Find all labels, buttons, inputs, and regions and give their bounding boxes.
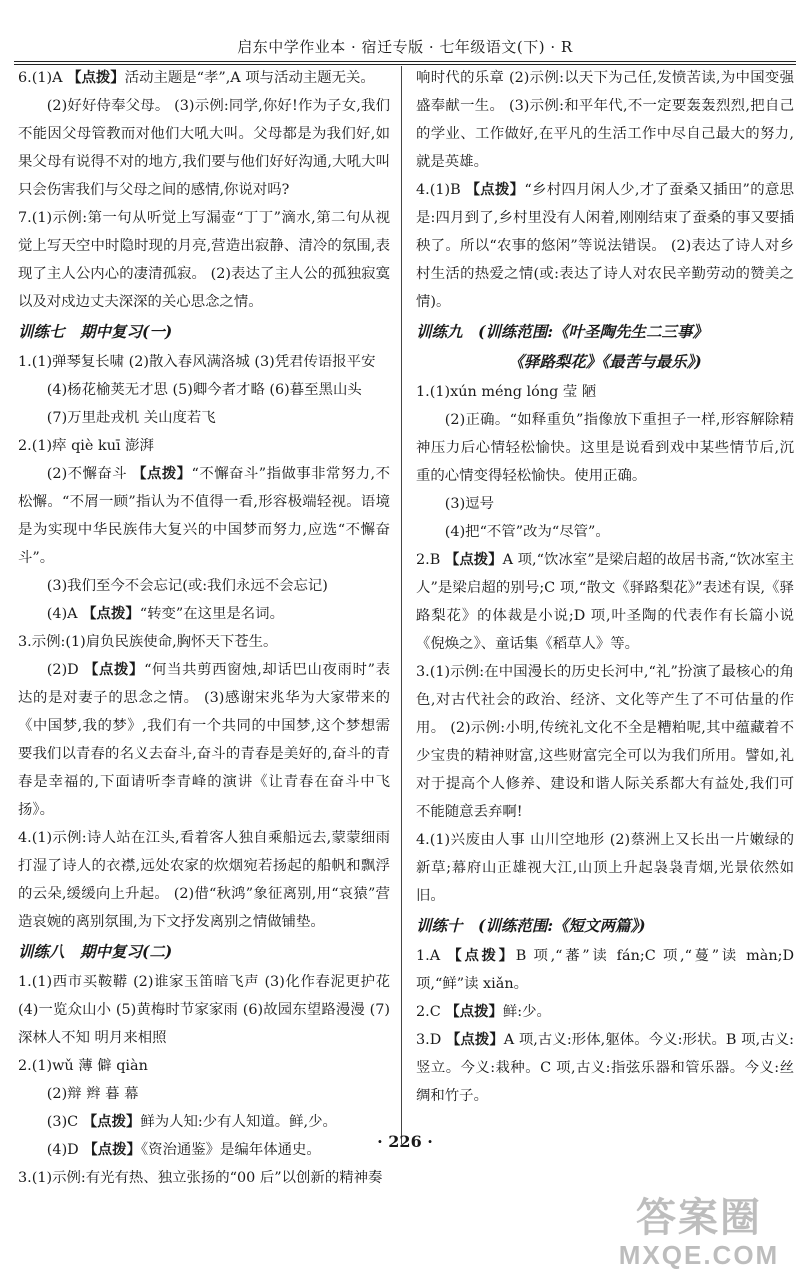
column-divider [401, 66, 402, 1144]
answer-paragraph [416, 490, 794, 518]
answer-text: 3.D [416, 1032, 442, 1048]
hint-text: “乡村四月闲人少,才了蚕桑又插田”的意思是:四月到了,乡村里没有人闲着,刚刚结束了蚕桑的事又要插秧了。所以“农事的悠闲”等说法错误。 (2)表达了诗人对乡村生活的热爱之情(或:表达了诗人对农民辛勤劳动的赞美之情)。 [416, 182, 794, 310]
answer-paragraph [18, 376, 390, 404]
answer-paragraph [416, 998, 794, 1026]
answer-paragraph [416, 546, 794, 658]
answer-text: 1.(1)弹琴复长啸 (2)散入春风满洛城 (3)凭君传语报平安 [18, 354, 376, 370]
hint-label: 【点拨】 [82, 605, 140, 622]
hint-text: “转变”在这里是名词。 [139, 606, 284, 622]
answer-paragraph [18, 600, 390, 628]
hint-label: 【点拨】 [465, 181, 525, 198]
answer-text: 2.B [416, 552, 441, 568]
answer-paragraph [18, 572, 390, 600]
section-heading: 训练九 (训练范围:《叶圣陶先生二三事》 [416, 322, 709, 341]
answer-text: (7)万里赴戎机 关山度若飞 [46, 410, 216, 426]
hint-text: “何当共剪西窗烛,却话巴山夜雨时”表达的是对妻子的思念之情。 (3)感谢宋兆华为大家带来的《中国梦,我的梦》,我们有一个共同的中国梦,这个梦想需要我们以青春的名义去奋斗,奋斗的青春是美好的,奋斗的青春是幸福的,下面请听李青峰的演讲《让青春在奋斗中飞扬》。 [18, 662, 390, 818]
header-rule [14, 61, 796, 62]
answer-text: 2.(1)瘁 qiè kuī 澎湃 [18, 438, 154, 454]
hint-label: 【点拨】 [132, 465, 192, 482]
answer-text: (2)不懈奋斗 [46, 466, 128, 482]
answer-paragraph [18, 64, 390, 92]
answer-paragraph [18, 1052, 390, 1080]
answer-text: 4.(1)兴废由人事 山川空地形 (2)蔡洲上又长出一片嫩绿的新草;幕府山正雄视大江,山顶上升起袅袅青烟,光景依然如旧。 [416, 832, 794, 904]
hint-label: 【点拨】 [67, 69, 125, 86]
page-header: 启东中学作业本 · 宿迁专版 · 七年级语文(下) · R [237, 38, 573, 56]
answer-paragraph [18, 968, 390, 1052]
section-heading: 训练十 (训练范围:《短文两篇》) [416, 916, 646, 935]
answer-text: 6.(1)A [18, 70, 63, 86]
answer-paragraph [18, 824, 390, 936]
hint-label: 【点拨】 [83, 1141, 141, 1158]
answer-text: (2)辩 辫 暮 幕 [46, 1086, 139, 1102]
hint-text: 鲜:少。 [502, 1004, 551, 1020]
hint-text: B 项,“蕃”读 fán;C 项,“蔓”读 màn;D 项,“鲜”读 xiǎn。 [416, 948, 794, 992]
hint-label: 【点拨】 [447, 947, 516, 964]
answer-text: (2)D [46, 662, 79, 678]
answer-text: 3.示例:(1)肩负民族使命,胸怀天下苍生。 [18, 634, 278, 650]
answer-paragraph [416, 518, 794, 546]
answer-text: 2.(1)wǔ 薄 僻 qiàn [18, 1058, 148, 1074]
answer-paragraph [18, 204, 390, 316]
left-column [18, 64, 390, 1192]
answer-paragraph [416, 378, 794, 406]
hint-label: 【点拨】 [445, 1003, 503, 1020]
answer-paragraph [416, 658, 794, 826]
hint-label: 【点拨】 [82, 1113, 141, 1130]
answer-text: 2.C [416, 1004, 441, 1020]
answer-paragraph [18, 628, 390, 656]
hint-text: A 项,“饮冰室”是梁启超的故居书斋,“饮冰室主人”是梁启超的别号;C 项,“散文《驿路梨花》”表述有误,《驿路梨花》的体裁是小说;D 项,叶圣陶的代表作有长篇小说《倪焕之》、童话集《稻草人》等。 [416, 552, 794, 652]
answer-paragraph [18, 348, 390, 376]
answer-paragraph [416, 176, 794, 316]
answer-text: 1.A [416, 948, 441, 964]
section-heading: 训练八 期中复习(二) [18, 942, 173, 961]
answer-text: 1.(1)西市买鞍鞯 (2)谁家玉笛暗飞声 (3)化作春泥更护花 (4)一览众山小 (5)黄梅时节家家雨 (6)故园东望路漫漫 (7)深林人不知 明月来相照 [18, 974, 390, 1046]
hint-text: 《资治通鉴》是编年体通史。 [140, 1142, 321, 1158]
answer-text: 3.(1)示例:在中国漫长的历史长河中,“礼”扮演了最核心的角色,对古代社会的政治、经济、文化等产生了不可估量的作用。 (2)示例:小明,传统礼文化不全是糟粕呢,其中蕴藏着不少宝贵的精神财富,这些财富完全可以为我们所用。譬如,礼对于提高个人修养、建设和谐人际关系都大有益处,我们可不能随意丢弃啊! [416, 664, 794, 820]
answer-text: 3.(1)示例:有光有热、独立张扬的“00 后”以创新的精神奏 [18, 1170, 383, 1186]
answer-text: 1.(1)xún méng lóng 莹 陋 [416, 384, 597, 400]
answer-paragraph [18, 404, 390, 432]
answer-text: (4)D [46, 1142, 79, 1158]
page-number: · 226 · [377, 1132, 433, 1151]
hint-text: “不懈奋斗”指做事非常努力,不松懈。“不屑一顾”指认为不值得一看,形容极端轻视。语境是为实现中华民族伟大复兴的中国梦而努力,应选“不懈奋斗”。 [18, 466, 390, 566]
answer-text: 4.(1)B [416, 182, 461, 198]
answer-text: 响时代的乐章 (2)示例:以天下为己任,发愤苦读,为中国变强盛奉献一生。 (3)示例:和平年代,不一定要轰轰烈烈,把自己的学业、工作做好,在平凡的生活工作中尽自己最大的努力,就是英雄。 [416, 70, 794, 170]
hint-label: 【点拨】 [445, 1031, 504, 1048]
answer-text: 4.(1)示例:诗人站在江头,看着客人独自乘船远去,蒙蒙细雨打湿了诗人的衣襟,远处农家的炊烟宛若扬起的船帆和飘浮的云朵,缓缓向上升起。 (2)借“秋鸿”象征离别,用“哀猿”营造哀婉的离别氛围,为下文抒发离别之情做铺垫。 [18, 830, 390, 930]
answer-text: (4)杨花榆荚无才思 (5)卿今者才略 (6)暮至黑山头 [46, 382, 362, 398]
answer-paragraph [416, 406, 794, 490]
answer-paragraph [18, 1080, 390, 1108]
watermark-top: 答案圈 [636, 1194, 762, 1241]
hint-label: 【点拨】 [83, 661, 145, 678]
answer-paragraph [416, 1026, 794, 1110]
answer-text: (4)把“不管”改为“尽管”。 [444, 524, 610, 540]
watermark-logo [606, 1196, 792, 1272]
section-heading: 《驿路梨花》《最苦与最乐》) [508, 352, 702, 371]
answer-paragraph [18, 656, 390, 824]
answer-paragraph [18, 432, 390, 460]
answer-paragraph [416, 826, 794, 910]
answer-paragraph [18, 92, 390, 204]
answer-paragraph [416, 942, 794, 998]
answer-text: (4)A [46, 606, 78, 622]
right-column [416, 64, 794, 1110]
section-heading: 训练七 期中复习(一) [18, 322, 173, 341]
answer-text: (2)正确。“如释重负”指像放下重担子一样,形容解除精神压力后心情轻松愉快。这里是说看到戏中某些情节后,沉重的心情变得轻松愉快。使用正确。 [416, 412, 794, 484]
answer-paragraph [416, 64, 794, 176]
hint-text: A 项,古义:形体,躯体。今义:形状。B 项,古义:竖立。今义:栽种。C 项,古义:指弦乐器和管乐器。今义:丝绸和竹子。 [416, 1032, 794, 1104]
hint-text: 鲜为人知:少有人知道。鲜,少。 [140, 1114, 337, 1130]
answer-text: 7.(1)示例:第一句从听觉上写漏壶“丁丁”滴水,第二句从视觉上写天空中时隐时现的月亮,营造出寂静、清冷的氛围,表现了主人公内心的凄清孤寂。 (2)表达了主人公的孤独寂寞以及对戍边丈夫深深的关心思念之情。 [18, 210, 390, 310]
hint-label: 【点拨】 [444, 551, 503, 568]
watermark-bottom: MXQE.COM [618, 1240, 780, 1270]
answer-paragraph [18, 1164, 390, 1192]
hint-text: 活动主题是“孝”,A 项与活动主题无关。 [124, 70, 375, 86]
answer-text: (3)逗号 [444, 496, 494, 512]
answer-paragraph [18, 460, 390, 572]
answer-text: (2)好好侍奉父母。 (3)示例:同学,你好!作为子女,我们不能因父母管教而对他们大吼大叫。父母都是为我们好,如果父母有说得不对的地方,我们要与他们好好沟通,大吼大叫只会伤害我们与父母之间的感情,你说对吗? [18, 98, 390, 198]
answer-text: (3)C [46, 1114, 79, 1130]
answer-text: (3)我们至今不会忘记(或:我们永远不会忘记) [46, 578, 328, 594]
